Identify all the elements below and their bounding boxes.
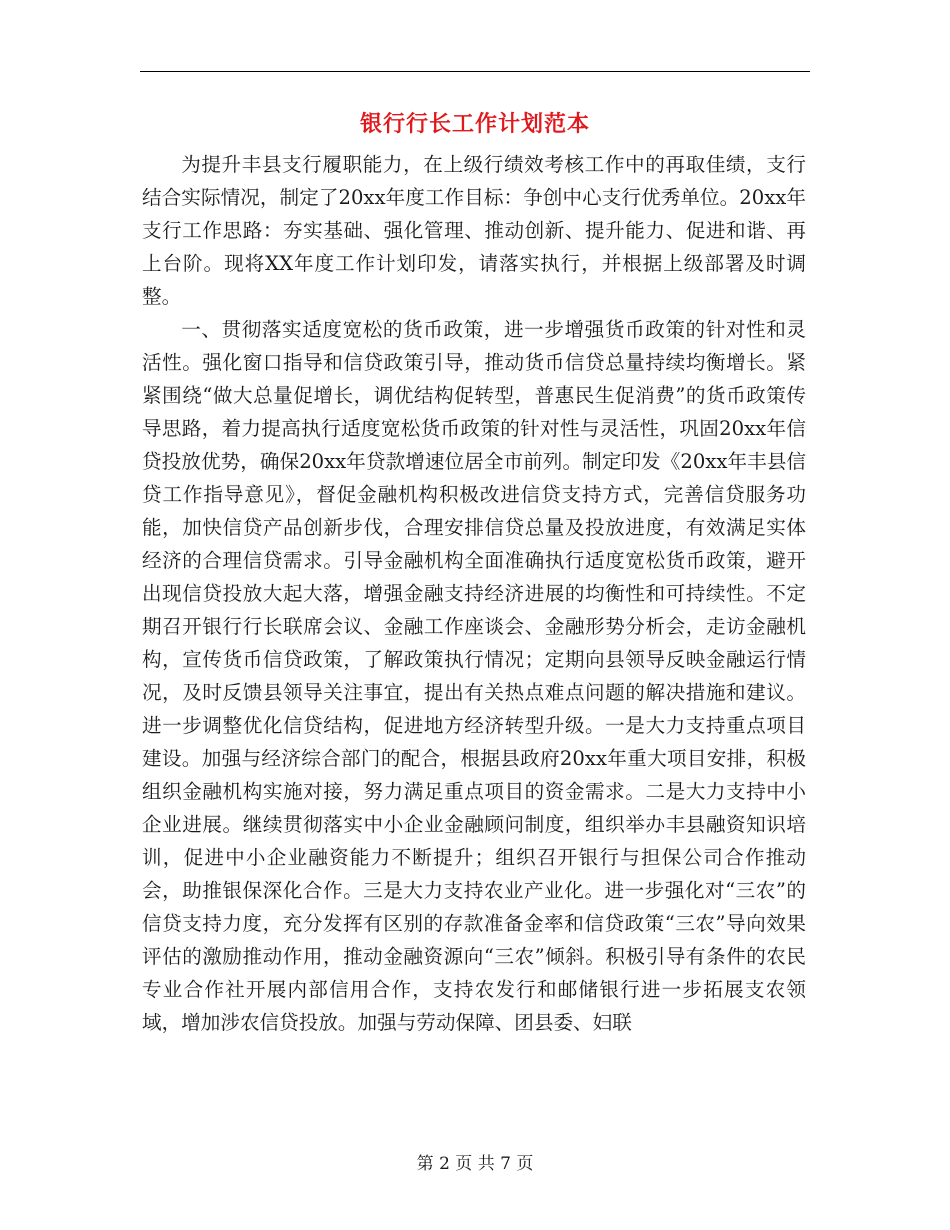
document-title: 银行行长工作计划范本 — [359, 112, 590, 137]
paragraph-intro: 为提升丰县支行履职能力，在上级行绩效考核工作中的再取佳绩，支行结合实际情况，制定了20xx年度工作目标：争创中心支行优秀单位。20xx年支行工作思路：夯实基础、强化管理、推动创新、提升能力、促进和谐、再上台阶。现将XX年度工作计划印发，请落实执行，并根据上级部署及时调整。 — [142, 153, 806, 308]
header-rule — [140, 71, 810, 72]
page-number: 第 2 页 共 7 页 — [416, 1154, 534, 1174]
paragraph-section-one: 一、贯彻落实适度宽松的货币政策，进一步增强货币政策的针对性和灵活性。强化窗口指导和信贷政策引导，推动货币信贷总量持续均衡增长。紧紧围绕“做大总量促增长，调优结构促转型，普惠民生促消费”的货币政策传导思路，着力提高执行适度宽松货币政策的针对性与灵活性，巩固20xx年信贷投放优势，确保20xx年贷款增速位居全市前列。制定印发《20xx年丰县信贷工作指导意见》，督促金融机构积极改进信贷支持方式，完善信贷服务功能，加快信贷产品创新步伐，合理安排信贷总量及投放进度，有效满足实体经济的合理信贷需求。引导金融机构全面准确执行适度宽松货币政策，避开出现信贷投放大起大落，增强金融支持经济进展的均衡性和可持续性。不定期召开银行行长联席会议、金融工作座谈会、金融形势分析会，走访金融机构，宣传货币信贷政策，了解政策执行情况；定期向县领导反映金融运行情况，及时反馈县领导关注事宜，提出有关热点难点问题的解决措施和建议。进一步调整优化信贷结构，促进地方经济转型升级。一是大力支持重点项目建设。加强与经济综合部门的配合，根据县政府20xx年重大项目安排，积极组织金融机构实施对接，努力满足重点项目的资金需求。二是大力支持中小企业进展。继续贯彻落实中小企业金融顾问制度，组织举办丰县融资知识培训，促进中小企业融资能力不断提升；组织召开银行与担保公司合作推动会，助推银保深化合作。三是大力支持农业产业化。进一步强化对“三农”的信贷支持力度，充分发挥有区别的存款准备金率和信贷政策“三农”导向效果评估的激励推动作用，推动金融资源向“三农”倾斜。积极引导有条件的农民专业合作社开展内部信用合作，支持农发行和邮储银行进一步拓展支农领域，增加涉农信贷投放。加强与劳动保障、团县委、妇联 — [142, 318, 806, 1034]
document-body — [142, 148, 806, 1039]
